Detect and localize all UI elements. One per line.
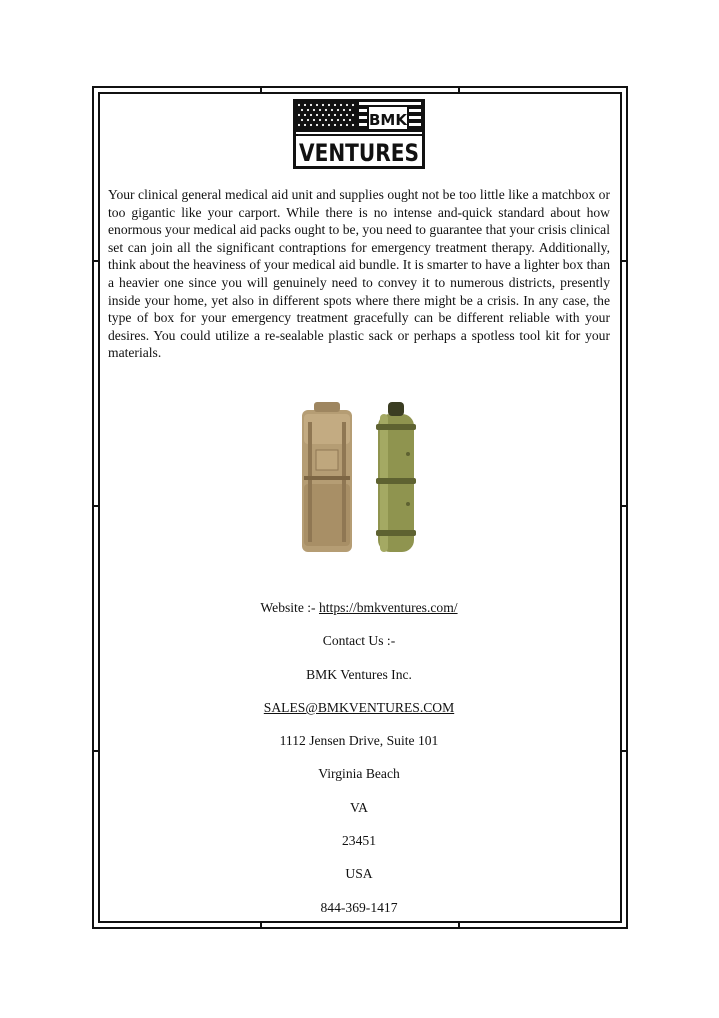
logo-bmk-text: BMK: [369, 111, 407, 129]
zip-line: 23451: [342, 833, 376, 849]
border-tick: [260, 86, 262, 92]
border-tick: [622, 260, 628, 262]
green-medical-tube: [376, 402, 416, 552]
address-line: 1112 Jensen Drive, Suite 101: [279, 733, 439, 749]
website-line: [108, 598, 610, 631]
border-tick: [92, 505, 98, 507]
email-link[interactable]: SALES@BMKVENTURES.COM: [263, 699, 455, 715]
contact-label: Contact Us :-: [322, 633, 396, 649]
border-tick: [458, 86, 460, 92]
tan-medical-bag: [302, 402, 352, 552]
border-tick: [622, 505, 628, 507]
logo-ventures-text: VENTURES: [299, 139, 419, 167]
city-line: Virginia Beach: [318, 766, 400, 782]
country-line: USA: [345, 866, 373, 882]
us-flag-icon: [293, 99, 425, 169]
bmk-ventures-logo: [293, 99, 425, 169]
product-image: [290, 400, 440, 560]
state-line: VA: [350, 799, 368, 815]
website-label: Website :-: [260, 600, 319, 615]
website-link[interactable]: https://bmkventures.com/: [318, 600, 458, 615]
body-paragraph: Your clinical general medical aid unit and supplies ought not be too little like a matchbox or too gigantic like your carport. While there is no intense and-quick standard about how enormous your medical aid packs ought to be, you need to guarantee that your crisis clinical set can join all the significant contraptions for emergency treatment therapy. Additionally, think about the heaviness of your medical aid bundle. It is smarter to have a lighter box than a heavier one since you will genuinely need to convey it to numerous districts, presently inside your home, yet also in different spots where there might be a crisis. In any case, the type of box for your emergency treatment gracefully can be different reliable with your desires. You could utilize a re-sealable plastic sack or perhaps a spotless tool kit for your materials.: [108, 187, 610, 361]
company-name: BMK Ventures Inc.: [306, 666, 412, 682]
border-tick: [92, 750, 98, 752]
phone-line: 844-369-1417: [320, 899, 398, 915]
border-tick: [92, 260, 98, 262]
contact-block: [108, 598, 610, 931]
email-line: [108, 698, 610, 731]
border-tick: [622, 750, 628, 752]
